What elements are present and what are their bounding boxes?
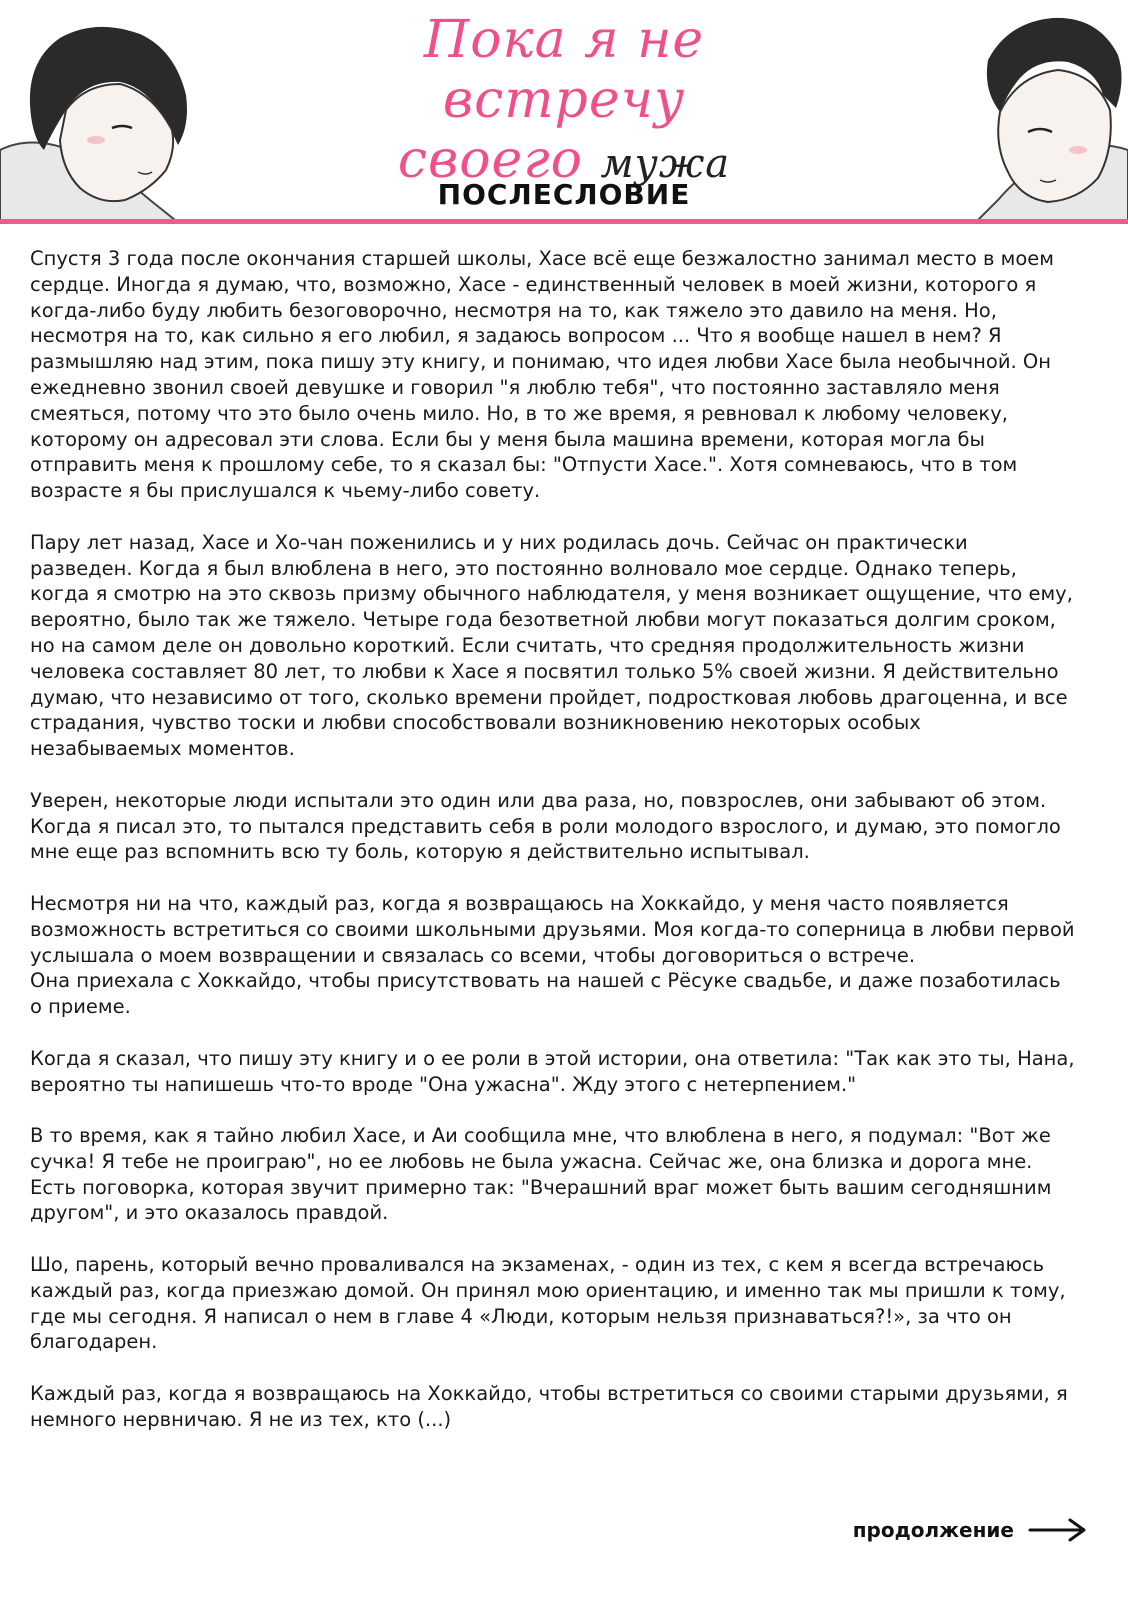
paragraph-3: Уверен, некоторые люди испытали это один или два раза, но, повзрослев, они забывают об этом. Когда я писал это, то пытался представить себя в роли молодого взрослого, и думаю, это помогло мне еще раз вспомнить всю ту боль, которую я действительно испытывал. [30, 788, 1061, 864]
title-line-1: Пока я не встречу [423, 10, 705, 130]
title-word-svoego: своего [397, 130, 583, 190]
title-word-muzha: мужа [600, 141, 731, 187]
paragraph-8: Каждый раз, когда я возвращаюсь на Хоккайдо, чтобы встретиться со своими старыми друзьями, я немного нервничаю. Я не из тех, кто (...) [30, 1382, 1068, 1431]
title [300, 10, 828, 194]
paragraph-7: Шо, парень, который вечно проваливался на экзаменах, - один из тех, с кем я всегда встречаюсь каждый раз, когда приезжаю домой. Он принял мою ориентацию, и именно так мы пришли к тому, где мы сегодня. Я написал о нем в главе 4 «Люди, которым нельзя признаваться?!», за что он благодарен. [30, 1253, 1066, 1354]
header [0, 0, 1128, 232]
paragraph-1: Спустя 3 года после окончания старшей школы, Хасе всё еще безжалостно занимал место в моем сердце. Иногда я думаю, что, возможно, Хасе - единственный человек в моей жизни, которого я когда-либо буду любить безоговорочно, несмотря на то, как тяжело это давило на меня. Но, несмотря на то, как сильно я его любил, я задаюсь вопросом ... Что я вообще нашел в нем? Я размышляю над этим, пока пишу эту книгу, и понимаю, что идея любви Хасе была необычной. Он ежедневно звонил своей девушке и говорил "я люблю тебя", что постоянно заставляло меня смеяться, потому что это было очень мило. Но, в то же время, я ревновал к любому человеку, которому он адресовал эти слова. Если бы у меня была машина времени, которая могла бы отправить меня к прошлому себе, то я сказал бы: "Отпусти Хасе.". Хотя сомневаюсь, что в том возрасте я бы прислушался к чьему-либо совету. [30, 247, 1054, 503]
paragraph-4-part-1: Несмотря ни на что, каждый раз, когда я возвращаюсь на Хоккайдо, у меня часто появляется возможность встретиться со своими школьными друзьями. Моя когда-то соперница в любви первой услышала о моем возвращении и связалась со всеми, чтобы договориться о встрече. [30, 891, 1075, 967]
continue-label: продолжение [852, 1518, 1014, 1542]
header-divider [0, 219, 1128, 224]
paragraph-2: Пару лет назад, Хасе и Хо-чан поженились и у них родилась дочь. Сейчас он практически разведен. Когда я был влюблена в него, это постоянно волновало мое сердце. Однако теперь, когда я смотрю на это сквозь призму обычного наблюдателя, у меня возникает ощущение, что ему, вероятно, было так же тяжело. Четыре года безответной любви могут показаться долгим сроком, но на самом деле он довольно короткий. Если считать, что средняя продолжительность жизни человека составляет 80 лет, то любви к Хасе я посвятил только 5% своей жизни. Я действительно думаю, что независимо от того, сколько времени пройдет, подростковая любовь драгоценна, и все страдания, чувство тоски и любви способствовали возникновению некоторых особых незабываемых моментов. [30, 530, 1073, 761]
continue-indicator [853, 1515, 1088, 1545]
paragraph-5: Когда я сказал, что пишу эту книгу и о ее роли в этой истории, она ответила: "Так как это ты, Нана, вероятно ты напишешь что-то вроде "Она ужасна". Жду этого с нетерпением." [30, 1046, 1075, 1096]
paragraph-4 [30, 891, 1075, 1020]
afterword-text [30, 246, 1075, 1458]
section-heading: ПОСЛЕСЛОВИЕ [437, 178, 691, 211]
right-arrow-icon [1028, 1517, 1088, 1543]
paragraph-4-part-2: Она приехала с Хоккайдо, чтобы присутствовать на нашей с Рёсуке свадьбе, и даже позаботилась о приеме. [30, 969, 1061, 1019]
paragraph-6: В то время, как я тайно любил Хасе, и Аи сообщила мне, что влюблена в него, я подумал: "Вот же сучка! Я тебе не проиграю", но ее любовь не была ужасна. Сейчас же, она близка и дорога мне. Есть поговорка, которая звучит примерно так: "Вчерашний враг может быть вашим сегодняшним другом", и это оказалось правдой. [30, 1124, 1052, 1225]
